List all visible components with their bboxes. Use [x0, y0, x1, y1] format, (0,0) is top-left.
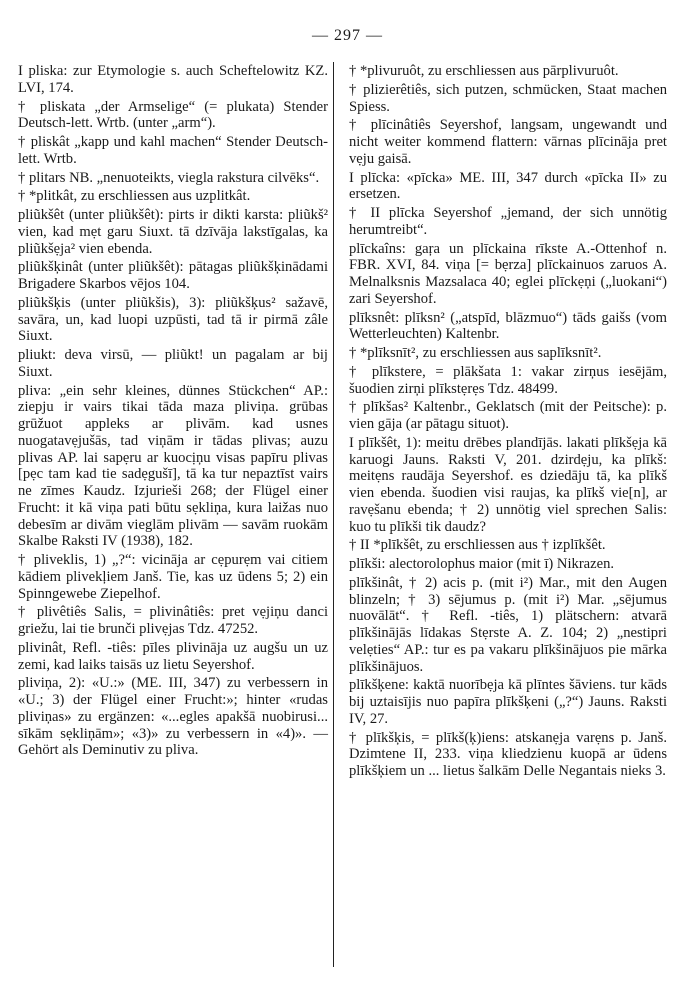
dictionary-entry: † plīkšas² Kaltenbr., Geklatsch (mit der Peitsche): p. vien gāja (ar pātagu situot). [349, 399, 667, 432]
dictionary-entry: † pliskata „der Armselige“ (= plukata) Stender Deutsch-lett. Wrtb. (unter „arm“). [18, 98, 328, 132]
dictionary-entry: † *plivuruôt, zu erschliessen aus pārplivuruôt. [349, 63, 619, 79]
dictionary-entry: pliva: „ein sehr kleines, dünnes Stückchen“ AP.: ziepju ir vairs tikai tāda maza pliviņa. grūbas grūžuot appleks ar plivām. kad usnes nuogatavẹjušās, tad viņām ir tādas plivas; auzu plivas AP. lai sapẹru ar kuocịņu visas papīru plivas [pẹc tam kad tie sadẹgušī], tā ka tur nepaztīst vairs ne zīmes Kaudz. Izjurieši 268; der Flügel einer Frucht: it kā viņa pati būtu sẹkliņa, kura laižas nuo debesīm ar divām vieglām plivām — savām ruokām Skalbe Raksti IV (1938), 182. [18, 382, 328, 550]
dictionary-entry: I plīcka: «pīcka» ME. III, 347 durch «pīcka II» zu ersetzen. [349, 169, 667, 203]
dictionary-entry: plīkšķene: kaktā nuorībẹja kā plīntes šāviens. tur kāds bij uztaisījis nuo papīra plīkšķeni („?“) Jauns. Raksti IV, 27. [349, 677, 667, 727]
dictionary-entry: † plivêtiês Salis, = plivinâtiês: pret vẹjiņu danci griežu, lai tie brunči plivẹjas Tdz. 47252. [18, 604, 328, 637]
dictionary-entry: plīkšinât, † 2) acis p. (mit i²) Mar., mit den Augen blinzeln; † 3) sējumus p. (mit i²) Mar. „sējumus nuovālāt“. † Refl. -tiês, 1) plätschern: atvarā plīkšinājās līdakas Stẹrste A. Z. 104; 2) „nestipri velẹties“ AP.: tur es pa vakaru plīkšinājuos pie mārka plīkšinājuos. [349, 574, 667, 675]
dictionary-entry: plivinât, Refl. -tiês: pīles plivināja uz augšu un uz zemi, kad laiks taisās uz lietu Seyershof. [18, 639, 328, 673]
dictionary-entry: plīksnêt: plīksn² („atspīd, blāzmuo“) tāds gaišs (vom Wetterleuchten) Kaltenbr. [349, 309, 667, 343]
dictionary-entry: pliũkšķinât (unter pliũkšêt): pātagas pliũkšķinādami Brigadere Skarbos vējos 104. [18, 259, 328, 292]
dictionary-entry: † II plīcka Seyershof „jemand, der sich unnötig herumtreibt“. [349, 205, 667, 238]
page-number: — 297 — [312, 27, 383, 44]
dictionary-entry: I pliska: zur Etymologie s. auch Scheftelowitz KZ. LVI, 174. [18, 63, 328, 96]
dictionary-entry: † plīcinâtiês Seyershof, langsam, ungewandt und nicht weiter kommend flattern: vārnas plīcināja pret vẹju gaisā. [349, 117, 667, 167]
dictionary-entry: pliũkšêt (unter pliũkšêt): pirts ir dikti karsta: pliũkš² vien, kad mẹt garu Siuxt. tā dzīvāja lakstīgalas, ka pliũkšẹja² vien ebenda. [18, 207, 328, 257]
dictionary-entry: † plitars NB. „nenuoteikts, viegla rakstura cilvēks“. [18, 169, 320, 186]
dictionary-entry: pliviņa, 2): «U.:» (ME. III, 347) zu verbessern in «U.; 3) der Flügel einer Frucht:»; hinter «rudas pliviņas» zu ergänzen: «...egles apakšā nuobirusi... sīkām sẹkliņām»; «3)» zu verbessern in «4)». — Gehört als Deminutiv zu pliva. [18, 675, 328, 759]
dictionary-entry: plīckaîns: gaŗa un plīckaina rīkste A.-Ottenhof n. FBR. XVI, 84. viņa [= bẹrza] plīckainuos zaruos A. Melnalksnis Mazsalaca 40; eglei plīckẹņi („luokani“) zari Seyershof. [349, 240, 667, 307]
dictionary-entry: † plizierêtiês, sich putzen, schmücken, Staat machen Spiess. [349, 81, 667, 115]
dictionary-entry: † *plitkât, zu erschliessen aus uzplitkât. [18, 188, 251, 205]
dictionary-entry: I plīkšêt, 1): meitu drēbes plandījās. lakati plīkšẹja kā karuogi Jauns. Raksti V, 201. dzirdẹju, ka plīkš: meitẹns raudāja Seyershof. es dziedāju tā, ka plīkš vien ebenda. šuodien visi raujas, ka plīkš vie[n], ar ravẹšanu ebenda; † 2) unnötig viel sprechen Salis: kuo tu plīkši tik daudz? [349, 434, 667, 535]
dictionary-entry: † II *plīkšêt, zu erschliessen aus † izplīkšêt. [349, 537, 606, 554]
dictionary-entry: plīkši: alectorolophus maior (mit ī) Nikrazen. [349, 556, 615, 572]
dictionary-entry: pliũkšķis (unter pliũkšis), 3): pliũkšķus² sažavē, savāra, un, kad luopi uzpūsti, tad tā ir pirmā zâle Siuxt. [18, 294, 328, 345]
right-column [349, 63, 667, 782]
dictionary-entry: † plīkstere, = plākšata 1: vakar zirņus iesējām, šuodien zirņi plīkstẹrẹs Tdz. 48499. [349, 363, 667, 397]
left-column [18, 63, 328, 761]
dictionary-entry: pliukt: deva virsū, — pliũkt! un pagalam ar bij Siuxt. [18, 347, 328, 380]
dictionary-entry: † *plīksnīt², zu erschliessen aus saplīksnīt². [349, 345, 602, 361]
column-divider [333, 62, 334, 967]
dictionary-entry: † plīkšķis, = plīkš(ķ)iens: atskanẹja varẹns p. Janš. Dzimtene II, 233. viņa kliedzienu kuopā ar ūdens plīkšķiem un ... lietus šalkām Delle Negantais nieks 3. [349, 729, 667, 779]
dictionary-entry: † pliskât „kapp und kahl machen“ Stender Deutsch-lett. Wrtb. [18, 134, 328, 167]
dictionary-entry: † pliveklis, 1) „?“: vicināja ar cẹpurẹm vai citiem kādiem plivekļiem Janš. Tie, kas uz ūdens 5; 2) ein Spinngewebe Ziepelhof. [18, 552, 328, 602]
